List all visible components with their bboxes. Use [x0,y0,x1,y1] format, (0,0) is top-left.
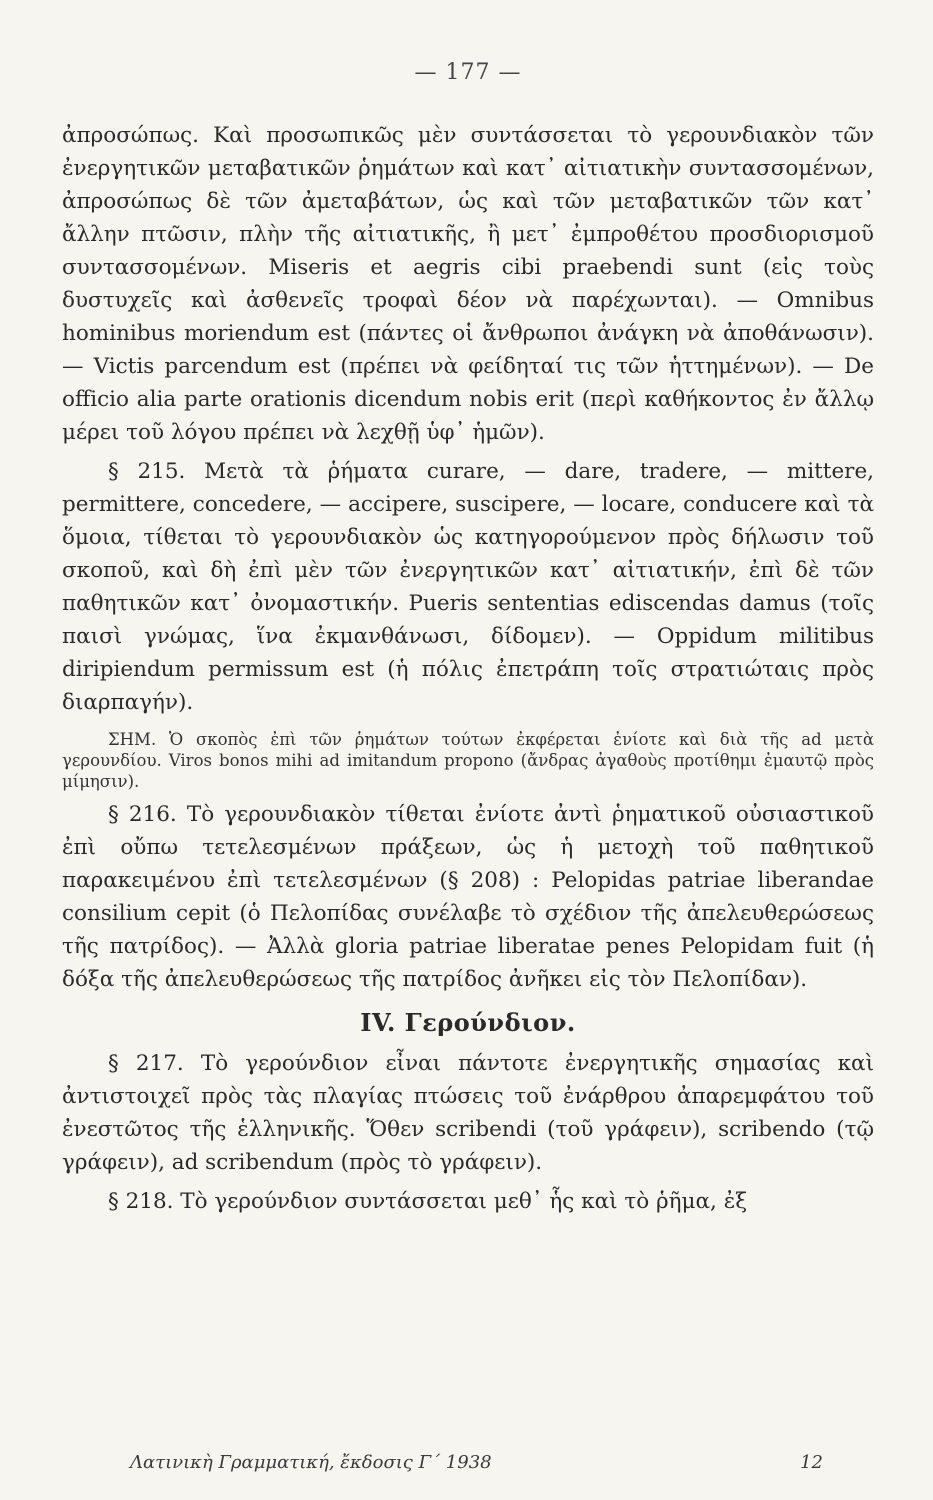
paragraph-section-218: § 218. Τὸ γερούνδιον συντάσσεται μεθ᾽ ἧς καὶ τὸ ῥῆμα, ἐξ [108,1189,748,1214]
paragraph-gerundive-usage: ἀπροσώπως. Καὶ προσωπικῶς μὲν συντάσσεται τὸ γερουνδιακὸν τῶν ἐνεργητικῶν μεταβατικῶν ῥημάτων καὶ κατ᾽ αἰτιατικὴν συντασσομένων, ἀπροσώπως δὲ τῶν ἀμεταβάτων, ὡς καὶ τῶν μεταβατικῶν τῶν κατ᾽ ἄλλην πτῶσιν, πλὴν τῆς αἰτιατικῆς, ἢ μετ᾽ ἐμπροθέτου προσδιορισμοῦ συντασσομένων. Miseris et aegris cibi praebendi sunt (εἰς τοὺς δυστυχεῖς καὶ ἀσθενεῖς τροφαὶ δέον νὰ παρέχωνται). — Omnibus hominibus moriendum est (πάντες οἱ ἄνθρωποι ἀνάγκη νὰ ἀποθάνωσιν). — Victis parcendum est (πρέπει νὰ φείδηταί τις τῶν ἡττημένων). — De officio alia parte orationis dicendum nobis erit (περὶ καθήκοντος ἐν ἄλλῳ μέρει τοῦ λόγου πρέπει νὰ λεχθῇ ὑφ᾽ ἡμῶν). [62,123,874,445]
document-page [62,60,874,1218]
footer-signature-number: 12 [800,1452,823,1473]
paragraph-section-215: § 215. Μετὰ τὰ ῥήματα curare, — dare, tradere, — mittere, permittere, concedere, — accipere, suscipere, — locare, conducere καὶ τὰ ὅμοια, τίθεται τὸ γερουνδιακὸν ὡς κατηγορούμενον πρὸς δήλωσιν τοῦ σκοποῦ, καὶ δὴ ἐπὶ μὲν τῶν ἐνεργητικῶν κατ᾽ αἰτιατικήν, ἐπὶ δὲ τῶν παθητικῶν κατ᾽ ὀνομαστικήν. Pueris sententias ediscendas damus (τοῖς παισὶ γνώμας, ἵνα ἐκμανθάνωσι, δίδομεν). — Oppidum militibus diripiendum permissum est (ἡ πόλις ἐπετράπη τοῖς στρατιώταις πρὸς διαρπαγήν). [62,459,874,715]
page-footer [130,1452,823,1473]
note-section-215: ΣΗΜ. Ὁ σκοπὸς ἐπὶ τῶν ῥημάτων τούτων ἐκφέρεται ἐνίοτε καὶ διὰ τῆς ad μετὰ γερουνδίου. Viros bonos mihi ad imitandum propono (ἄνδρας ἀγαθοὺς προτίθημι ἐμαυτῷ πρὸς μίμησιν). [62,730,874,791]
section-heading-gerund: IV. Γερούνδιον. [360,1008,576,1037]
paragraph-section-217: § 217. Τὸ γερούνδιον εἶναι πάντοτε ἐνεργητικῆς σημασίας καὶ ἀντιστοιχεῖ πρὸς τὰς πλαγίας πτώσεις τοῦ ἐνάρθρου ἀπαρεμφάτου τοῦ ἐνεστῶτος τῆς ἑλληνικῆς. Ὅθεν scribendi (τοῦ γράφειν), scribendo (τῷ γράφειν), ad scribendum (πρὸς τὸ γράφειν). [62,1051,874,1175]
paragraph-section-216: § 216. Τὸ γερουνδιακὸν τίθεται ἐνίοτε ἀντὶ ῥηματικοῦ οὐσιαστικοῦ ἐπὶ οὔπω τετελεσμένων πράξεων, ὡς ἡ μετοχὴ τοῦ παθητικοῦ παρακειμένου ἐπὶ τετελεσμένων (§ 208) : Pelopidas patriae liberandae consilium cepit (ὁ Πελοπίδας συνέλαβε τὸ σχέδιον τῆς ἀπελευθερώσεως τῆς πατρίδος). — Ἀλλὰ gloria patriae liberatae penes Pelopidam fuit (ἡ δόξα τῆς ἀπελευθερώσεως τῆς πατρίδος ἀνῆκει εἰς τὸν Πελοπίδαν). [62,802,874,992]
page-number: — 177 — [414,60,522,85]
footer-book-title: Λατινικὴ Γραμματική, ἔκδοσις Γ΄ 1938 [130,1452,492,1473]
